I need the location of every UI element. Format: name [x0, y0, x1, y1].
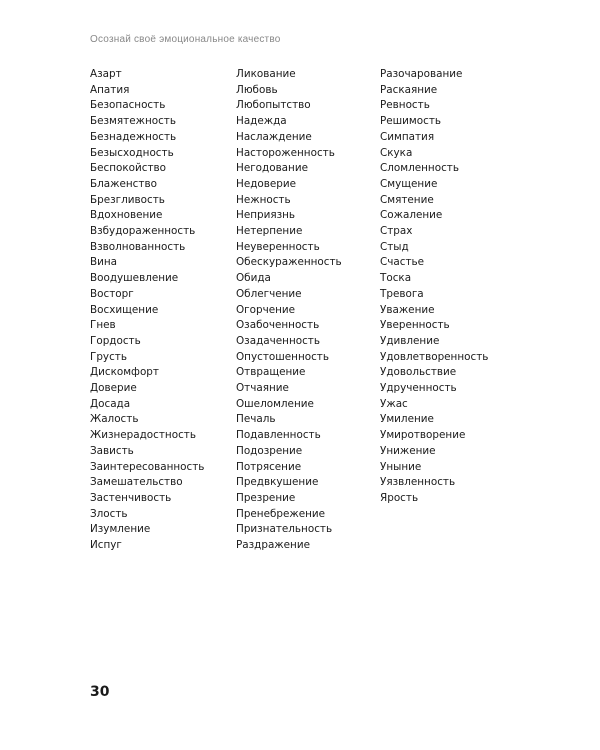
emotion-word: Наслаждение [236, 130, 312, 143]
emotion-word: Умиротворение [380, 429, 466, 442]
emotion-column-3 [380, 67, 488, 507]
emotion-word: Апатия [90, 83, 130, 96]
emotion-word: Ошеломление [236, 397, 314, 410]
emotion-word: Подозрение [236, 444, 303, 457]
emotion-word: Брезгливость [90, 193, 165, 206]
emotion-word: Испуг [90, 539, 122, 552]
emotion-word: Тоска [380, 272, 412, 285]
emotion-word: Удовлетворенность [380, 350, 489, 363]
emotion-word: Смущение [380, 177, 438, 190]
emotion-word: Презрение [236, 491, 296, 504]
emotion-word: Злость [90, 507, 128, 520]
emotion-word: Жизнерадостность [90, 429, 196, 442]
emotion-word: Неприязнь [236, 209, 296, 222]
emotion-word: Дискомфорт [90, 366, 159, 379]
emotion-word: Уязвленность [380, 476, 456, 489]
emotion-word: Ревность [380, 99, 430, 112]
running-head: Осознай своё эмоциональное качество [90, 34, 281, 45]
emotion-word: Умиление [380, 413, 434, 426]
emotion-word: Зависть [90, 444, 134, 457]
emotion-word: Ликование [236, 68, 296, 80]
emotion-word: Обескураженность [236, 256, 342, 269]
emotion-word: Ужас [380, 397, 408, 410]
emotion-word: Сожаление [380, 209, 443, 222]
emotion-word: Страх [380, 225, 413, 238]
emotion-word: Любовь [236, 83, 278, 96]
emotion-word: Потрясение [236, 460, 302, 473]
emotion-word: Негодование [236, 162, 308, 175]
emotion-word: Отвращение [236, 366, 306, 379]
emotion-word: Блаженство [90, 177, 157, 190]
emotion-word: Воодушевление [90, 272, 179, 285]
emotion-word: Стыд [380, 240, 409, 253]
emotion-word: Беспокойство [90, 162, 167, 175]
emotion-word: Нежность [236, 193, 291, 206]
emotion-word: Озабоченность [236, 319, 320, 332]
emotion-word: Вина [90, 256, 118, 269]
emotion-column-1 [90, 67, 204, 554]
emotion-word: Сломленность [380, 162, 459, 175]
emotion-word: Вдохновение [90, 209, 163, 222]
emotion-word: Неуверенность [236, 240, 320, 253]
emotion-word: Облегчение [236, 287, 302, 300]
emotion-word: Уверенность [380, 319, 450, 332]
emotion-word: Застенчивость [90, 491, 172, 504]
emotion-word: Недоверие [236, 177, 297, 190]
emotion-word: Раскаяние [380, 83, 438, 96]
emotion-word: Решимость [380, 115, 442, 128]
emotion-word: Взбудораженность [90, 225, 196, 238]
emotion-word: Подавленность [236, 429, 321, 442]
emotion-word: Взволнованность [90, 240, 186, 253]
emotion-word: Симпатия [380, 130, 435, 143]
emotion-column-2 [236, 67, 342, 554]
emotion-word: Смятение [380, 193, 434, 206]
emotion-word: Удрученность [380, 382, 457, 395]
emotion-word: Удивление [380, 334, 440, 347]
emotion-word: Уважение [380, 303, 435, 316]
emotion-word: Грусть [90, 350, 127, 363]
emotion-word: Ярость [380, 491, 419, 504]
emotion-word: Озадаченность [236, 334, 320, 347]
emotion-word: Счастье [380, 256, 425, 269]
emotion-word: Печаль [236, 413, 276, 426]
emotion-word: Любопытство [236, 99, 311, 112]
emotion-word: Пренебрежение [236, 507, 326, 520]
emotion-word: Предвкушение [236, 476, 319, 489]
emotion-word: Раздражение [236, 539, 310, 552]
emotion-word: Изумление [90, 523, 151, 536]
emotion-word: Обида [236, 272, 271, 285]
emotion-word: Доверие [90, 382, 137, 395]
emotion-word: Огорчение [236, 303, 296, 316]
emotion-word: Безопасность [90, 99, 166, 112]
emotion-word: Досада [90, 397, 131, 410]
emotion-word: Восторг [90, 287, 134, 300]
emotion-word: Безмятежность [90, 115, 176, 128]
emotion-word: Настороженность [236, 146, 335, 159]
emotion-word: Тревога [380, 287, 424, 300]
emotion-word: Гордость [90, 334, 141, 347]
emotion-word: Унижение [380, 444, 436, 457]
emotion-word: Отчаяние [236, 382, 289, 395]
emotion-word: Удовольствие [380, 366, 457, 379]
emotion-word: Заинтересованность [90, 460, 205, 473]
emotion-word: Признательность [236, 523, 333, 536]
emotion-word: Нетерпение [236, 225, 303, 238]
emotion-word: Уныние [380, 460, 422, 473]
emotion-word: Жалость [90, 413, 139, 426]
emotion-word: Замешательство [90, 476, 183, 489]
emotion-word: Азарт [90, 68, 122, 80]
emotion-word: Опустошенность [236, 350, 329, 363]
page-number: 30 [90, 684, 110, 700]
emotion-word: Восхищение [90, 303, 159, 316]
emotion-word: Разочарование [380, 68, 463, 80]
emotion-word: Гнев [90, 319, 116, 332]
emotion-word: Скука [380, 146, 413, 159]
emotion-word: Безысходность [90, 146, 174, 159]
emotion-word: Надежда [236, 115, 287, 128]
emotion-word: Безнадежность [90, 130, 177, 143]
